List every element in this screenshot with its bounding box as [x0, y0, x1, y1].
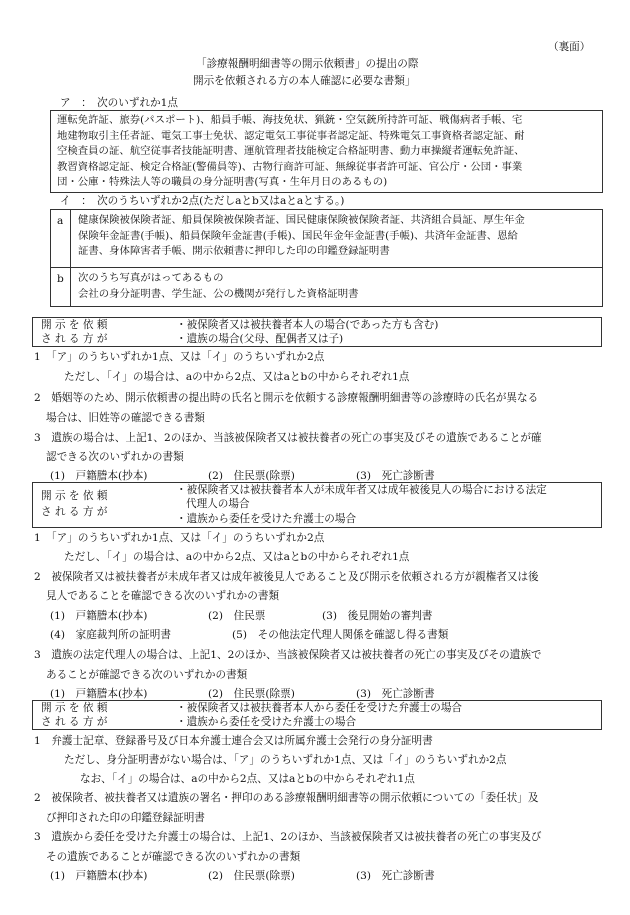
doc-item: (1) 戸籍謄本(抄本)	[50, 610, 148, 622]
section-i-heading: イ ： 次のうちいずれか2点(ただしaとb又はaとaとする。)	[60, 195, 345, 207]
row-a-line: 健康保険被保険者証、船員保険被保険者証、国民健康保険被保険者証、共済組合員証、厚生年金	[78, 214, 525, 226]
doc-item: (2) 住民票(除票)	[208, 688, 295, 700]
row-b-line: 次のうち写真がはってあるもの	[78, 272, 224, 284]
doc-item: (4) 家庭裁判所の証明書	[50, 629, 171, 641]
title-line-1: 「診療報酬明細書等の開示依頼書」の提出の際	[196, 58, 419, 70]
list-item: ただし、身分証明書がない場合は、「ア」のうちいずれか1点、又は「イ」のうちいずれか2点	[64, 754, 507, 766]
section-a-box	[50, 110, 603, 193]
section-i-table	[50, 209, 603, 307]
requester-box-2	[32, 482, 602, 528]
doc-item: (3) 死亡診断書	[356, 470, 435, 482]
list-item: 3 遺族の場合は、上記1、2のほか、当該被保険者又は被扶養者の死亡の事実及びその遺族であることが確	[34, 432, 542, 444]
requester-label-1: 開 示 を 依 頼	[41, 319, 108, 331]
title-line-2: 開示を依頼される方の本人確認に必要な書類」	[193, 75, 416, 87]
section-a-heading: ア ： 次のいずれか1点	[60, 97, 178, 109]
list-item: 見人であることを確認できる次のいずれかの書類	[46, 590, 280, 602]
row-a-line: 保険年金証書(手帳)、船員保険年金証書(手帳)、国民年金年金証書(手帳)、共済年金証書、恩給	[78, 229, 518, 242]
doc-item: (3) 後見開始の審判書	[322, 610, 433, 622]
list-item: 1 弁護士記章、登録番号及び日本弁護士連合会又は所属弁護士会発行の身分証明書	[34, 735, 433, 747]
list-item: 場合は、旧姓等の確認できる書類	[46, 412, 205, 424]
requester-item: 代理人の場合	[186, 498, 250, 510]
list-item: び押印された印の印鑑登録証明書	[46, 812, 205, 824]
list-item: なお、「イ」の場合は、aの中から2点、又はaとbの中からそれぞれ1点	[80, 773, 415, 785]
list-item: 認できる次のいずれかの書類	[46, 451, 184, 463]
page-label: （裏面）	[548, 41, 591, 53]
section-a-line: 運転免許証、旅券(パスポート)、船員手帳、海技免状、猟銃・空気銃所持許可証、戦傷病者手帳、宅	[57, 114, 523, 126]
requester-label-2: さ れ る 方 が	[41, 506, 108, 518]
doc-item: (1) 戸籍謄本(抄本)	[50, 470, 148, 482]
doc-item: (2) 住民票(除票)	[208, 470, 295, 482]
requester-label-2: さ れ る 方 が	[41, 333, 108, 345]
list-item: 3 遺族の法定代理人の場合は、上記1、2のほか、当該被保険者又は被扶養者の死亡の事実及びその遺族で	[34, 649, 542, 661]
doc-item: (3) 死亡診断書	[356, 688, 435, 700]
doc-item: (2) 住民票	[208, 610, 266, 622]
row-b-line: 会社の身分証明書、学生証、公の機関が発行した資格証明書	[78, 287, 359, 300]
requester-item: ・被保険者又は被扶養者本人が未成年者又は成年被後見人の場合における法定	[176, 484, 547, 496]
requester-item: ・遺族の場合(父母、配偶者又は子)	[176, 333, 344, 345]
list-item: 3 遺族から委任を受けた弁護士の場合は、上記1、2のほか、当該被保険者又は被扶養者の死亡の事実及び	[34, 831, 542, 843]
section-a-line: 団・公庫・特殊法人等の職員の身分証明書(写真・生年月日のあるもの)	[57, 176, 388, 188]
requester-box-3	[32, 700, 602, 730]
list-item: その遺族であることが確認できる次のいずれかの書類	[46, 851, 301, 863]
list-item: 1 「ア」のうちいずれか1点、又は「イ」のうちいずれか2点	[34, 351, 325, 363]
doc-item: (2) 住民票(除票)	[208, 870, 295, 882]
list-item: ただし、「イ」の場合は、aの中から2点、又はaとbの中からそれぞれ1点	[64, 551, 410, 563]
list-item: 2 婚姻等のため、開示依頼書の提出時の氏名と開示を依頼する診療報酬明細書等の診療時の氏名が異なる	[34, 392, 539, 404]
requester-item: ・遺族から委任を受けた弁護士の場合	[176, 513, 357, 525]
section-a-line: 教習資格認定証、検定合格証(警備員等)、古物行商許可証、無線従事者許可証、官公庁・公団・事業	[57, 160, 523, 173]
doc-item: (1) 戸籍謄本(抄本)	[50, 870, 148, 882]
list-item: 1 「ア」のうちいずれか1点、又は「イ」のうちいずれか2点	[34, 532, 325, 544]
row-a-label: a	[57, 215, 64, 227]
list-item: 2 被保険者又は被扶養者が未成年者又は成年被後見人であること及び開示を依頼される方が親権者又は後	[34, 571, 539, 583]
doc-item: (5) その他法定代理人関係を確認し得る書類	[232, 629, 449, 641]
requester-item: ・被保険者又は被扶養者本人から委任を受けた弁護士の場合	[176, 702, 463, 714]
requester-item: ・被保険者又は被扶養者本人の場合(であった方も含む)	[176, 319, 439, 331]
list-item: ただし、「イ」の場合は、aの中から2点、又はaとbの中からそれぞれ1点	[64, 371, 410, 383]
row-b-label: b	[57, 273, 64, 285]
requester-item: ・遺族から委任を受けた弁護士の場合	[176, 716, 357, 728]
section-a-line: 地建物取引主任者証、電気工事士免状、認定電気工事従事者認定証、特殊電気工事資格者認定証、耐	[57, 129, 525, 142]
row-a-line: 証書、身体障害者手帳、開示依頼書に押印した印の印鑑登録証明書	[78, 245, 390, 257]
requester-box-1	[32, 317, 602, 347]
section-a-line: 空検査員の証、航空従事者技能証明書、運航管理者技能検定合格証明書、動力車操縦者運転免許証、	[57, 145, 525, 157]
requester-label-2: さ れ る 方 が	[41, 716, 108, 728]
requester-label-1: 開 示 を 依 頼	[41, 490, 108, 502]
requester-label-1: 開 示 を 依 頼	[41, 702, 108, 714]
list-item: 2 被保険者、被扶養者又は遺族の署名・押印のある診療報酬明細書等の開示依頼についての「委任状」及	[34, 792, 539, 804]
doc-item: (1) 戸籍謄本(抄本)	[50, 688, 148, 700]
doc-item: (3) 死亡診断書	[356, 870, 435, 882]
list-item: あることが確認できる次のいずれかの書類	[46, 669, 248, 681]
